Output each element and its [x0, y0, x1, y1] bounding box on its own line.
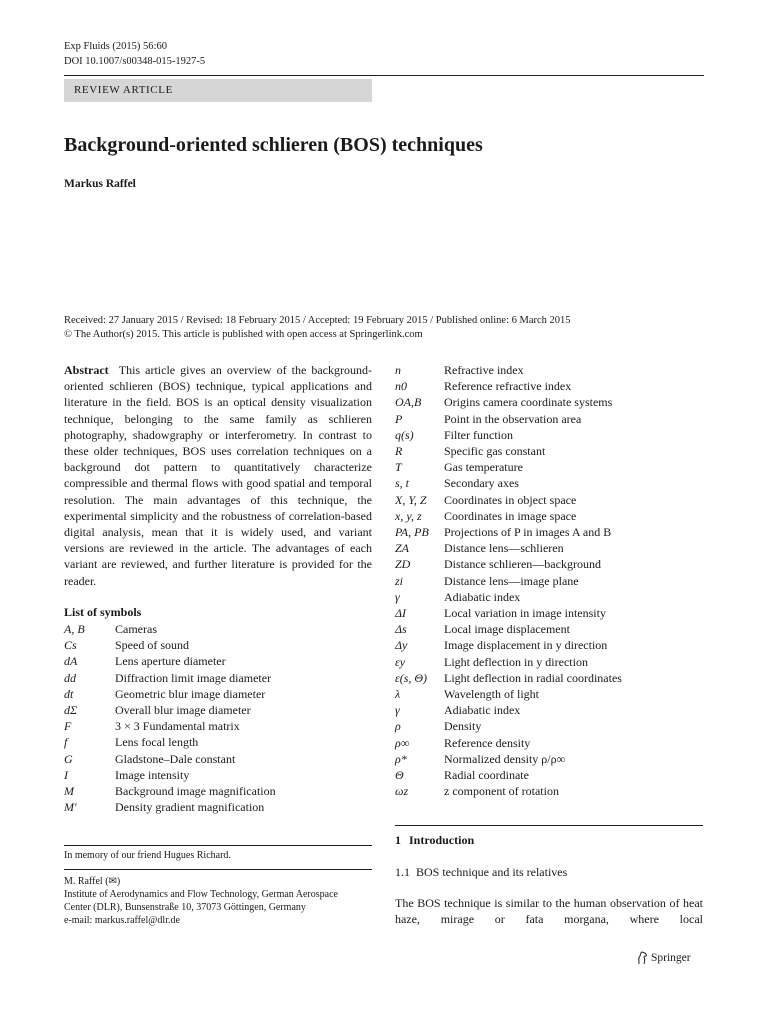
symbols-list-left [64, 621, 276, 815]
symbol-description: Image intensity [115, 767, 190, 782]
symbol-row [395, 394, 622, 410]
abstract [64, 362, 372, 589]
symbol-description: Light deflection in radial coordinates [444, 670, 622, 685]
symbol-term: T [395, 460, 402, 475]
abstract-label: Abstract [64, 363, 109, 377]
symbol-description: Filter function [444, 427, 513, 442]
symbol-term: dt [64, 686, 74, 701]
affiliation-institute-1: Institute of Aerodynamics and Flow Technology, German Aerospace [64, 889, 338, 900]
section-divider [395, 825, 703, 826]
article-title: Background-oriented schlieren (BOS) techniques [64, 134, 483, 156]
symbol-row [64, 637, 276, 653]
symbol-row [395, 492, 622, 508]
symbol-description: Wavelength of light [444, 687, 540, 702]
symbol-description: z component of rotation [444, 784, 559, 799]
symbol-term: dd [64, 670, 76, 685]
symbol-term: λ [395, 687, 401, 702]
symbol-description: Density [444, 719, 482, 734]
symbol-row [64, 734, 276, 750]
symbol-row [395, 767, 622, 783]
symbol-description: Image displacement in y direction [444, 638, 608, 653]
symbol-row [395, 735, 622, 751]
symbol-description: Coordinates in object space [444, 492, 577, 507]
symbol-description: Density gradient magnification [115, 800, 265, 815]
publication-dates [64, 314, 571, 342]
symbol-row [64, 751, 276, 767]
symbol-term: ωz [395, 784, 409, 799]
symbol-description: Gladstone–Dale constant [115, 751, 236, 766]
symbol-row [64, 702, 276, 718]
symbol-term: G [64, 751, 73, 766]
symbol-term: zi [395, 573, 404, 588]
section-heading [395, 833, 474, 848]
author-name: Markus Raffel [64, 178, 136, 190]
symbol-term: M′ [64, 800, 77, 815]
symbol-description: Specific gas constant [444, 444, 546, 459]
symbol-row [64, 621, 276, 637]
symbol-description: Adiabatic index [444, 703, 521, 718]
symbol-description: Background image magnification [115, 784, 276, 799]
symbol-term: Θ [395, 768, 404, 783]
symbol-description: Distance schlieren—background [444, 557, 601, 572]
symbol-term: ε(s, Θ) [395, 670, 428, 685]
symbol-term: f [64, 735, 68, 750]
symbol-term: ρ* [395, 751, 407, 766]
section-title: Introduction [409, 833, 475, 847]
symbol-term: Δs [395, 622, 407, 637]
symbol-row [64, 783, 276, 799]
symbol-row [395, 443, 622, 459]
symbol-term: dA [64, 654, 78, 669]
symbol-term: n [395, 363, 401, 377]
symbol-description: Local variation in image intensity [444, 606, 606, 621]
publisher-mark [636, 951, 691, 965]
symbol-description: Speed of sound [115, 638, 189, 653]
symbol-row [395, 475, 622, 491]
symbol-row [395, 427, 622, 443]
article-type-badge: REVIEW ARTICLE [64, 79, 372, 102]
symbol-description: Distance lens—schlieren [444, 541, 564, 556]
symbol-row [395, 670, 622, 686]
symbol-description: Light deflection in y direction [444, 654, 588, 669]
symbol-term: X, Y, Z [395, 492, 427, 507]
symbol-term: P [395, 411, 403, 426]
symbol-row [395, 540, 622, 556]
symbol-term: PA, PB [395, 525, 429, 540]
symbol-term: I [64, 767, 68, 782]
symbol-description: Secondary axes [444, 476, 519, 491]
symbol-row [395, 378, 622, 394]
symbol-term: R [395, 444, 403, 459]
symbol-term: M [64, 784, 74, 799]
symbol-description: Cameras [115, 622, 157, 636]
symbol-row [395, 686, 622, 702]
symbol-row [395, 718, 622, 734]
affiliation-institute-2: Center (DLR), Bunsenstraße 10, 37073 Göttingen, Germany [64, 902, 306, 913]
symbol-term: γ [395, 703, 400, 718]
symbol-row [395, 362, 622, 378]
symbol-row [395, 751, 622, 767]
symbol-term: x, y, z [395, 508, 422, 523]
symbol-row [64, 686, 276, 702]
symbol-row [395, 783, 622, 799]
symbols-heading: List of symbols [64, 605, 142, 619]
symbol-row [395, 411, 622, 427]
memorial-note: In memory of our friend Hugues Richard. [64, 850, 231, 861]
symbol-term: ρ∞ [395, 735, 410, 750]
publisher-name: Springer [651, 952, 691, 964]
symbol-description: Refractive index [444, 363, 524, 377]
doi: DOI 10.1007/s00348-015-1927-5 [64, 56, 206, 67]
symbol-row [395, 654, 622, 670]
symbol-row [395, 459, 622, 475]
symbol-description: Diffraction limit image diameter [115, 670, 272, 685]
symbol-term: εy [395, 654, 406, 669]
symbol-row [395, 637, 622, 653]
symbol-term: q(s) [395, 427, 414, 442]
symbol-description: Reference density [444, 735, 531, 750]
symbol-row [395, 508, 622, 524]
symbol-term: n0 [395, 379, 407, 394]
symbol-row [395, 524, 622, 540]
symbol-description: Origins camera coordinate systems [444, 395, 613, 410]
symbol-description: Normalized density ρ/ρ∞ [444, 751, 566, 766]
symbol-description: Distance lens—image plane [444, 573, 579, 588]
symbol-description: Coordinates in image space [444, 508, 577, 523]
symbol-row [395, 621, 622, 637]
symbol-term: Δy [395, 638, 408, 653]
dates-line: Received: 27 January 2015 / Revised: 18 February 2015 / Accepted: 19 February 2015 / Published online: 6 March 2015 [64, 315, 571, 326]
symbol-description: Lens aperture diameter [115, 654, 226, 669]
journal-citation: Exp Fluids (2015) 56:60 [64, 41, 167, 52]
symbol-row [395, 605, 622, 621]
subsection-title: BOS technique and its relatives [416, 865, 568, 879]
footnote-divider [64, 845, 372, 846]
symbol-row [395, 589, 622, 605]
symbol-term: F [64, 719, 72, 734]
intro-paragraph: The BOS technique is similar to the human observation of heat haze, mirage or fata morgana, where local [395, 896, 703, 927]
symbol-row [64, 653, 276, 669]
symbol-row [395, 556, 622, 572]
symbol-row [64, 767, 276, 783]
symbol-description: Point in the observation area [444, 411, 582, 426]
symbol-description: Geometric blur image diameter [115, 686, 266, 701]
section-number: 1 [395, 833, 401, 847]
abstract-text: This article gives an overview of the background-oriented schlieren (BOS) technique, typical applications and literature in the field. BOS is an optical density visualization technique, belonging to the same family as schlieren photography, shadowgraphy or interferometry. In contrast to these older techniques, BOS uses correlation techniques on a background dot pattern to quantitatively characterize compressible and thermal flows with good spatial and temporal resolution. The main advantages of this technique, the experimental simplicity and the robustness of correlation-based digital analysis, mean that it is widely used, and variant versions are reviewed in the article. The advantages of each variant are reviewed, and further literature is provided for the reader. [64, 363, 372, 588]
symbol-row [395, 573, 622, 589]
symbol-term: OA,B [395, 395, 422, 410]
symbol-description: 3 × 3 Fundamental matrix [115, 719, 240, 734]
symbols-list-right [395, 362, 622, 799]
symbol-term: dΣ [64, 703, 78, 718]
symbol-description: Adiabatic index [444, 589, 521, 604]
author-affiliation [64, 875, 338, 927]
symbol-description: Gas temperature [444, 460, 523, 475]
symbol-row [395, 702, 622, 718]
symbol-row [64, 799, 276, 815]
symbol-row [64, 670, 276, 686]
symbol-description: Radial coordinate [444, 768, 529, 783]
symbol-term: γ [395, 589, 400, 604]
springer-horse-icon [636, 951, 648, 965]
symbol-term: Cs [64, 638, 77, 653]
symbol-row [64, 718, 276, 734]
symbol-description: Overall blur image diameter [115, 703, 251, 718]
symbol-description: Local image displacement [444, 622, 570, 637]
symbol-term: ZA [395, 541, 410, 556]
copyright-line: © The Author(s) 2015. This article is published with open access at Springerlink.com [64, 329, 423, 340]
affiliation-email[interactable]: e-mail: markus.raffel@dlr.de [64, 915, 180, 926]
affiliation-divider [64, 869, 372, 870]
symbol-term: A, B [64, 622, 85, 636]
symbol-term: ZD [395, 557, 411, 572]
header-rule [64, 75, 704, 76]
subsection-heading [395, 865, 567, 880]
symbol-description: Lens focal length [115, 735, 199, 750]
symbol-description: Projections of P in images A and B [444, 525, 612, 540]
affiliation-author: M. Raffel (✉) [64, 876, 121, 887]
symbol-term: s, t [395, 476, 410, 491]
symbol-description: Reference refractive index [444, 379, 572, 394]
subsection-number: 1.1 [395, 865, 410, 879]
symbol-term: ΔI [395, 606, 407, 621]
symbol-term: ρ [395, 719, 401, 734]
